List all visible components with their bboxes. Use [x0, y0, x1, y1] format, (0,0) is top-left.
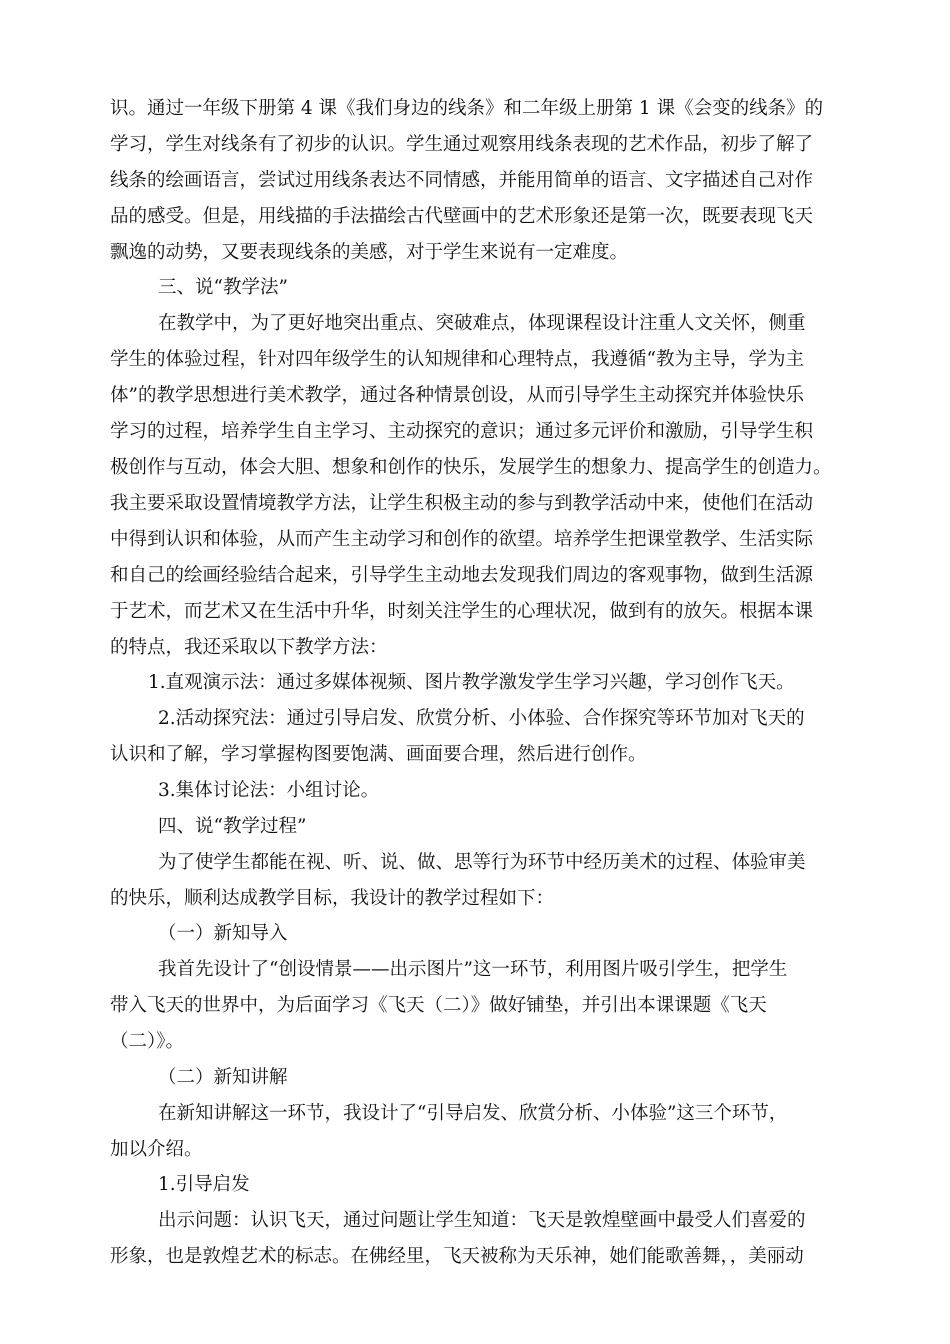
text-line: 出示问题：认识飞天，通过问题让学生知道：飞天是敦煌壁画中最受人们喜爱的 — [158, 1210, 806, 1231]
text-line: 极创作与互动，体会大胆、想象和创作的快乐，发展学生的想象力、提高学生的创造力。 — [110, 457, 832, 478]
text-line: 我主要采取设置情境教学方法，让学生积极主动的参与到教学活动中来，使他们在活动 — [110, 493, 814, 514]
text-line: 体”的教学思想进行美术教学，通过各种情景创设，从而引导学生主动探究并体验快乐 — [110, 385, 804, 406]
text-line: 的特点，我还采取以下教学方法： — [110, 637, 388, 658]
text-line: 线条的绘画语言，尝试过用线条表达不同情感，并能用简单的语言、文字描述自己对作 — [110, 170, 814, 191]
subsection-heading: 1.引导启发 — [158, 1174, 250, 1195]
section-heading: 三、说“教学法” — [158, 277, 288, 298]
text-line: 飘逸的动势，又要表现线条的美感，对于学生来说有一定难度。 — [110, 242, 629, 263]
text-line: 的快乐，顺利达成教学目标，我设计的教学过程如下： — [110, 888, 555, 909]
list-item: 3.集体讨论法：小组讨论。 — [158, 780, 380, 801]
text-line: 和自己的绘画经验结合起来，引导学生主动地去发现我们周边的客观事物，做到生活源 — [110, 565, 814, 586]
text-line: 学习，学生对线条有了初步的认识。学生通过观察用线条表现的艺术作品，初步了解了 — [110, 134, 814, 155]
section-heading: 四、说“教学过程” — [158, 816, 307, 837]
list-item: 1.直观演示法：通过多媒体视频、图片教学激发学生学习兴趣，学习创作飞天。 — [148, 672, 795, 693]
text-line: 为了使学生都能在视、听、说、做、思等行为环节中经历美术的过程、体验审美 — [158, 852, 806, 873]
text-line: 学生的体验过程，针对四年级学生的认知规律和心理特点，我遵循“教为主导，学为主 — [110, 349, 804, 370]
subsection-heading: （一）新知导入 — [158, 923, 288, 944]
list-item: 2.活动探究法：通过引导启发、欣赏分析、小体验、合作探究等环节加对飞天的 — [158, 708, 805, 729]
subsection-heading: （二）新知讲解 — [158, 1067, 288, 1088]
text-line: 品的感受。但是，用线描的手法描绘古代壁画中的艺术形象还是第一次，既要表现飞天 — [110, 206, 814, 227]
text-line: 在教学中，为了更好地突出重点、突破难点，体现课程设计注重人文关怀，侧重 — [158, 313, 806, 334]
text-line: 我首先设计了“创设情景——出示图片”这一环节，利用图片吸引学生，把学生 — [158, 959, 788, 980]
text-line: （二）》。 — [110, 1031, 185, 1052]
text-line: 形象，也是敦煌艺术的标志。在佛经里，飞天被称为天乐神，她们能歌善舞，，美丽动 — [110, 1246, 804, 1267]
text-line: 在新知讲解这一环节，我设计了“引导启发、欣赏分析、小体验”这三个环节， — [158, 1103, 788, 1124]
text-line: 加以介绍。 — [110, 1139, 203, 1160]
text-line: 识。通过一年级下册第 4 课《我们身边的线条》和二年级上册第 1 课《会变的线条》的 — [110, 98, 824, 119]
text-line: 学习的过程，培养学生自主学习、主动探究的意识；通过多元评价和激励，引导学生积 — [110, 421, 814, 442]
text-line: 中得到认识和体验，从而产生主动学习和创作的欲望。培养学生把课堂教学、生活实际 — [110, 529, 814, 550]
text-line: 于艺术，而艺术又在生活中升华，时刻关注学生的心理状况，做到有的放矢。根据本课 — [110, 601, 814, 622]
text-line: 认识和了解，学习掌握构图要饱满、画面要合理，然后进行创作。 — [110, 744, 647, 765]
text-line: 带入飞天的世界中，为后面学习《飞天（二）》做好铺垫，并引出本课课题《飞天 — [110, 995, 767, 1016]
